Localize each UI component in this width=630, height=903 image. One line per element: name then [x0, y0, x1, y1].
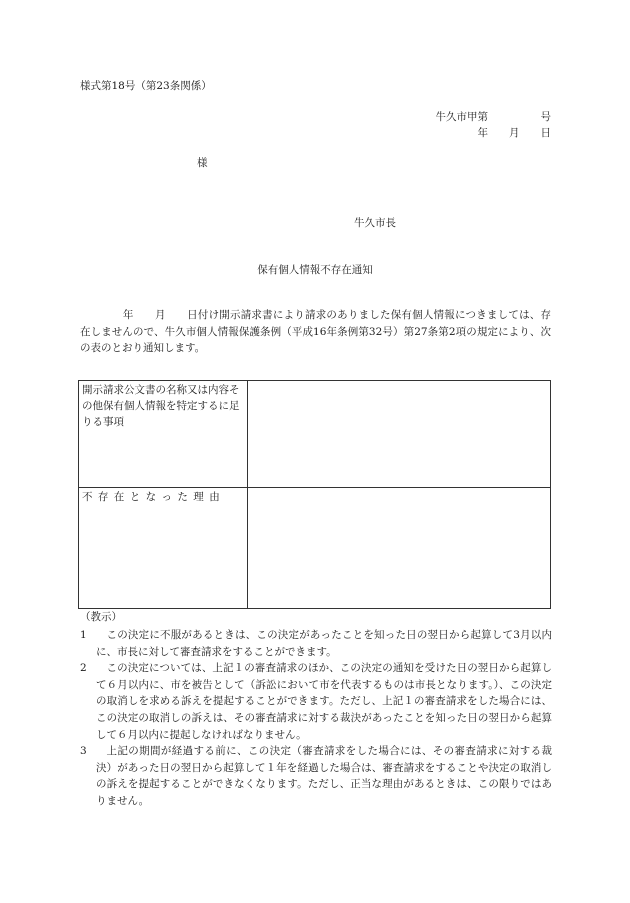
- notice-number: 1: [80, 629, 87, 641]
- notice-text: 上記の期間が経過する前に、この決定（審査請求をした場合には、その審査請求に対する裁決）があった日の翌日から起算して１年を経過した場合は、審査請求をすることや決定の取消しの訴えを提起することができなくなります。ただし、正当な理由があるときは、この限りではありません。: [96, 745, 552, 807]
- row1-value: [248, 381, 551, 488]
- issuer: 牛久市長: [354, 217, 396, 229]
- row2-label: 不存在となった理由: [79, 488, 248, 609]
- body-paragraph: 年 月 日付け開示請求書により請求のありました保有個人情報につきましては、存在しませんので、牛久市個人情報保護条例（平成16年条例第32号）第27条第2項の規定により、次の表のとおり通知します。: [80, 309, 551, 354]
- table-row: [79, 488, 551, 609]
- document-title: 保有個人情報不存在通知: [257, 264, 373, 276]
- list-item: [80, 660, 552, 743]
- addressee: 様: [197, 157, 208, 169]
- notice-heading: （教示）: [80, 611, 122, 623]
- row2-value: [248, 488, 551, 609]
- row1-label: 開示請求公文書の名称又は内容その他保有個人情報を特定するに足りる事項: [79, 381, 248, 488]
- notice-text: この決定に不服があるときは、この決定があったことを知った日の翌日から起算して3月以内に、市長に対して審査請求をすることができます。: [96, 629, 552, 658]
- list-item: [80, 627, 552, 660]
- document-date: 年 月 日: [477, 127, 551, 139]
- document-number: 牛久市甲第 号: [435, 111, 551, 123]
- table-row: [79, 381, 551, 488]
- notice-list: [80, 627, 552, 810]
- notice-number: 3: [80, 745, 87, 758]
- notice-number: 2: [80, 662, 87, 675]
- notice-text: この決定については、上記１の審査請求のほか、この決定の通知を受けた日の翌日から起算して６月以内に、市を被告として（訴訟において市を代表するものは市長となります。）、この決定の取消しを求める訴えを提起することができます。ただし、上記１の審査請求をした場合には、この決定の取消しの訴えは、その審査請求に対する裁決があったことを知った日の翌日から起算して６月以内に提起しなければなりません。: [96, 662, 552, 741]
- info-table: [78, 380, 551, 609]
- form-number: 様式第18号（第23条関係）: [80, 80, 212, 92]
- list-item: [80, 743, 552, 809]
